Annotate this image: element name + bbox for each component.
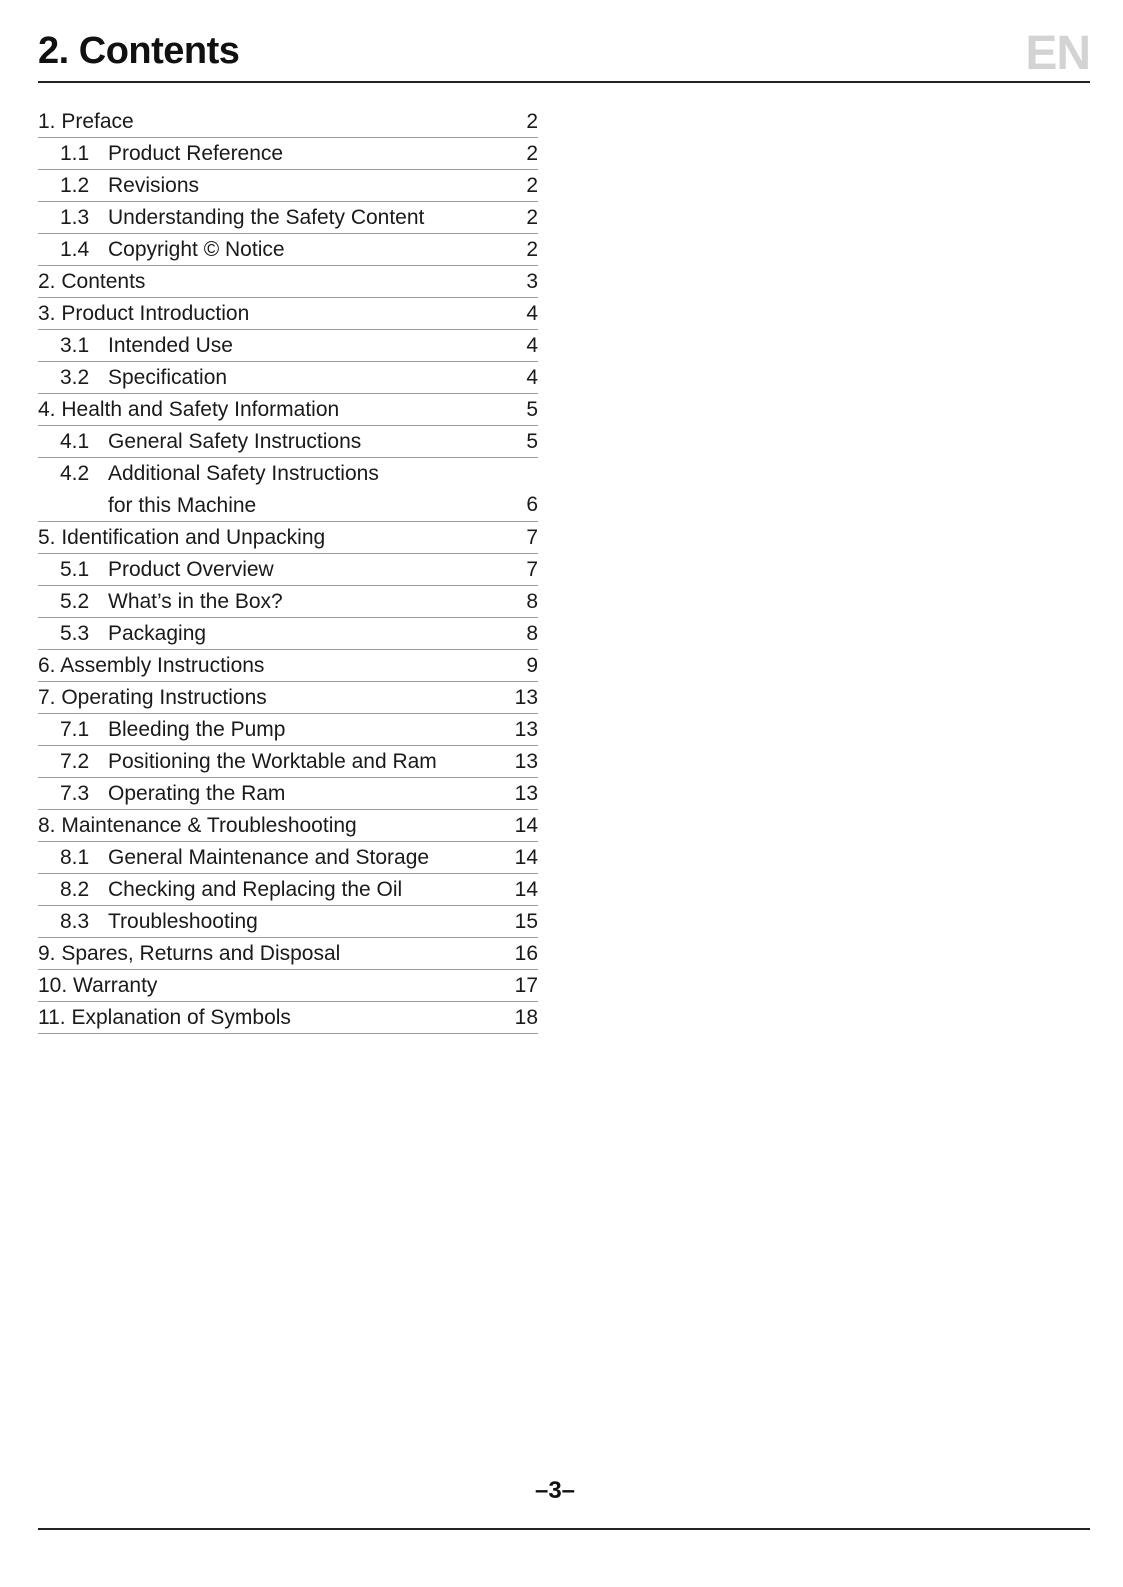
toc-entry-title-line: Operating the Ram [108, 782, 286, 805]
toc-entry-number: 3.1 [60, 334, 90, 357]
toc-entry-title [38, 810, 357, 842]
toc-entry[interactable] [38, 234, 538, 266]
toc-entry-title [108, 458, 379, 522]
toc-entry-page: 17 [514, 974, 538, 997]
toc-entry[interactable] [38, 874, 538, 906]
toc-entry-page: 8 [526, 622, 538, 645]
toc-entry-number: 3.2 [60, 366, 90, 389]
toc-entry[interactable] [38, 522, 538, 554]
toc-entry-page: 2 [526, 206, 538, 229]
toc-entry-page: 4 [526, 302, 538, 325]
toc-entry[interactable] [38, 202, 538, 234]
toc-entry-title [38, 522, 325, 554]
toc-entry-page: 7 [526, 526, 538, 549]
toc-entry[interactable] [38, 842, 538, 874]
toc-entry-page: 3 [526, 270, 538, 293]
toc-entry-title [38, 106, 134, 138]
toc-entry-title [108, 362, 227, 394]
toc-entry-title-line: 6. Assembly Instructions [38, 654, 265, 677]
toc-entry-title-line: Revisions [108, 174, 200, 197]
toc-entry-number: 4.2 [60, 462, 90, 485]
toc-entry-title [108, 426, 361, 458]
toc-entry-title [108, 746, 437, 778]
toc-entry-page: 18 [514, 1006, 538, 1029]
toc-entry-title-line: Product Overview [108, 558, 274, 581]
toc-entry-number: 1.3 [60, 206, 90, 229]
toc-entry[interactable] [38, 714, 538, 746]
toc-entry-title-line: 11. Explanation of Symbols [38, 1006, 291, 1029]
toc-entry-title [108, 874, 402, 906]
page-header [38, 26, 1090, 82]
toc-entry[interactable] [38, 970, 538, 1002]
toc-entry-page: 4 [526, 366, 538, 389]
toc-entry-number: 5.2 [60, 590, 90, 613]
toc-entry-title [108, 842, 429, 874]
toc-entry-page: 5 [526, 430, 538, 453]
toc-entry-title [108, 778, 285, 810]
toc-entry-page: 16 [514, 942, 538, 965]
toc-entry-title-line: 8. Maintenance & Troubleshooting [38, 814, 357, 837]
toc-entry[interactable] [38, 618, 538, 650]
toc-entry[interactable] [38, 106, 538, 138]
toc-entry-title [108, 170, 199, 202]
toc-entry-title-line: 5. Identification and Unpacking [38, 526, 326, 549]
toc-entry-title-line: General Safety Instructions [108, 430, 362, 453]
toc-entry-title-line: Copyright © Notice [108, 238, 285, 261]
table-of-contents [38, 106, 538, 1034]
toc-entry[interactable] [38, 138, 538, 170]
toc-entry[interactable] [38, 362, 538, 394]
toc-entry[interactable] [38, 810, 538, 842]
toc-entry-title [38, 1002, 291, 1034]
toc-entry-number: 7.2 [60, 750, 90, 773]
toc-entry-title-line: 2. Contents [38, 270, 146, 293]
toc-entry-page: 14 [514, 814, 538, 837]
toc-entry-title [108, 906, 258, 938]
toc-entry-title-line: Troubleshooting [108, 910, 258, 933]
toc-entry-number: 5.3 [60, 622, 90, 645]
toc-entry-number: 8.1 [60, 846, 90, 869]
language-badge: EN [1025, 27, 1090, 80]
page-number: –3– [534, 1477, 576, 1504]
toc-entry-title-line: Packaging [108, 622, 207, 645]
toc-entry-title-line: 3. Product Introduction [38, 302, 250, 325]
toc-entry-title [38, 266, 145, 298]
toc-entry-page: 13 [514, 686, 538, 709]
page-title: 2. Contents [38, 30, 240, 72]
toc-entry-title-line: Positioning the Worktable and Ram [108, 750, 437, 773]
toc-entry[interactable] [38, 778, 538, 810]
toc-entry[interactable] [38, 938, 538, 970]
toc-entry-title [108, 138, 283, 170]
toc-entry-page: 13 [514, 718, 538, 741]
toc-entry[interactable] [38, 298, 538, 330]
toc-entry[interactable] [38, 394, 538, 426]
toc-entry[interactable] [38, 330, 538, 362]
toc-entry[interactable] [38, 426, 538, 458]
toc-entry-title-line: 10. Warranty [38, 974, 158, 997]
toc-entry-title [108, 330, 233, 362]
toc-entry-page: 4 [526, 334, 538, 357]
toc-entry-page: 2 [526, 110, 538, 133]
toc-entry[interactable] [38, 1002, 538, 1034]
toc-entry-title [108, 586, 283, 618]
toc-entry-title-line: 4. Health and Safety Information [38, 398, 340, 421]
toc-entry-number: 4.1 [60, 430, 90, 453]
toc-entry-title-line: 7. Operating Instructions [38, 686, 267, 709]
toc-entry-number: 1.1 [60, 142, 90, 165]
toc-entry-title-line: 9. Spares, Returns and Disposal [38, 942, 341, 965]
toc-entry-title-line: Understanding the Safety Content [108, 206, 425, 229]
toc-entry-title [108, 714, 285, 746]
toc-entry-title-line: Product Reference [108, 142, 284, 165]
toc-entry-page: 2 [526, 238, 538, 261]
toc-entry-page: 15 [514, 910, 538, 933]
toc-entry-title-line: Specification [108, 366, 228, 389]
toc-entry-title-line: General Maintenance and Storage [108, 846, 430, 869]
toc-entry[interactable] [38, 554, 538, 586]
toc-entry[interactable] [38, 650, 538, 682]
toc-entry-title [38, 650, 264, 682]
toc-entry-page: 14 [514, 846, 538, 869]
toc-entry-title-line: Intended Use [108, 334, 233, 357]
toc-entry-title [38, 938, 340, 970]
toc-entry-page: 7 [526, 558, 538, 581]
footer-divider [38, 1528, 1090, 1530]
toc-entry-page: 14 [514, 878, 538, 901]
toc-entry-page: 2 [526, 174, 538, 197]
toc-entry-title [38, 394, 339, 426]
toc-entry-page: 6 [526, 493, 538, 516]
toc-entry-number: 1.4 [60, 238, 90, 261]
toc-entry-number: 1.2 [60, 174, 90, 197]
header-divider [38, 81, 1090, 83]
toc-entry-title-line: Bleeding the Pump [108, 718, 286, 741]
toc-entry-title [108, 234, 285, 266]
toc-entry[interactable] [38, 906, 538, 938]
toc-entry-title [108, 202, 424, 234]
toc-entry-page: 5 [526, 398, 538, 421]
toc-entry-title-line: 1. Preface [38, 110, 134, 133]
toc-entry-page: 9 [526, 654, 538, 677]
toc-entry-page: 8 [526, 590, 538, 613]
toc-entry-page: 2 [526, 142, 538, 165]
toc-entry-title-line: What’s in the Box? [108, 590, 283, 613]
toc-entry-number: 7.3 [60, 782, 90, 805]
toc-entry-title-line: Checking and Replacing the Oil [108, 878, 403, 901]
toc-entry-page: 13 [514, 750, 538, 773]
toc-entry-title-continuation: for this Machine [108, 494, 257, 517]
toc-entry[interactable] [38, 170, 538, 202]
toc-entry-title [108, 618, 206, 650]
toc-entry-title [38, 682, 267, 714]
toc-entry-title-line: Additional Safety Instructions [108, 462, 379, 485]
toc-entry[interactable] [38, 746, 538, 778]
toc-entry[interactable] [38, 682, 538, 714]
toc-entry[interactable] [38, 266, 538, 298]
toc-entry-number: 7.1 [60, 718, 90, 741]
toc-entry[interactable] [38, 586, 538, 618]
toc-entry[interactable] [38, 458, 538, 522]
toc-entry-number: 5.1 [60, 558, 90, 581]
toc-entry-page: 13 [514, 782, 538, 805]
toc-entry-number: 8.2 [60, 878, 90, 901]
toc-entry-title [38, 970, 157, 1002]
toc-entry-title [38, 298, 249, 330]
toc-entry-number: 8.3 [60, 910, 90, 933]
toc-entry-title [108, 554, 274, 586]
